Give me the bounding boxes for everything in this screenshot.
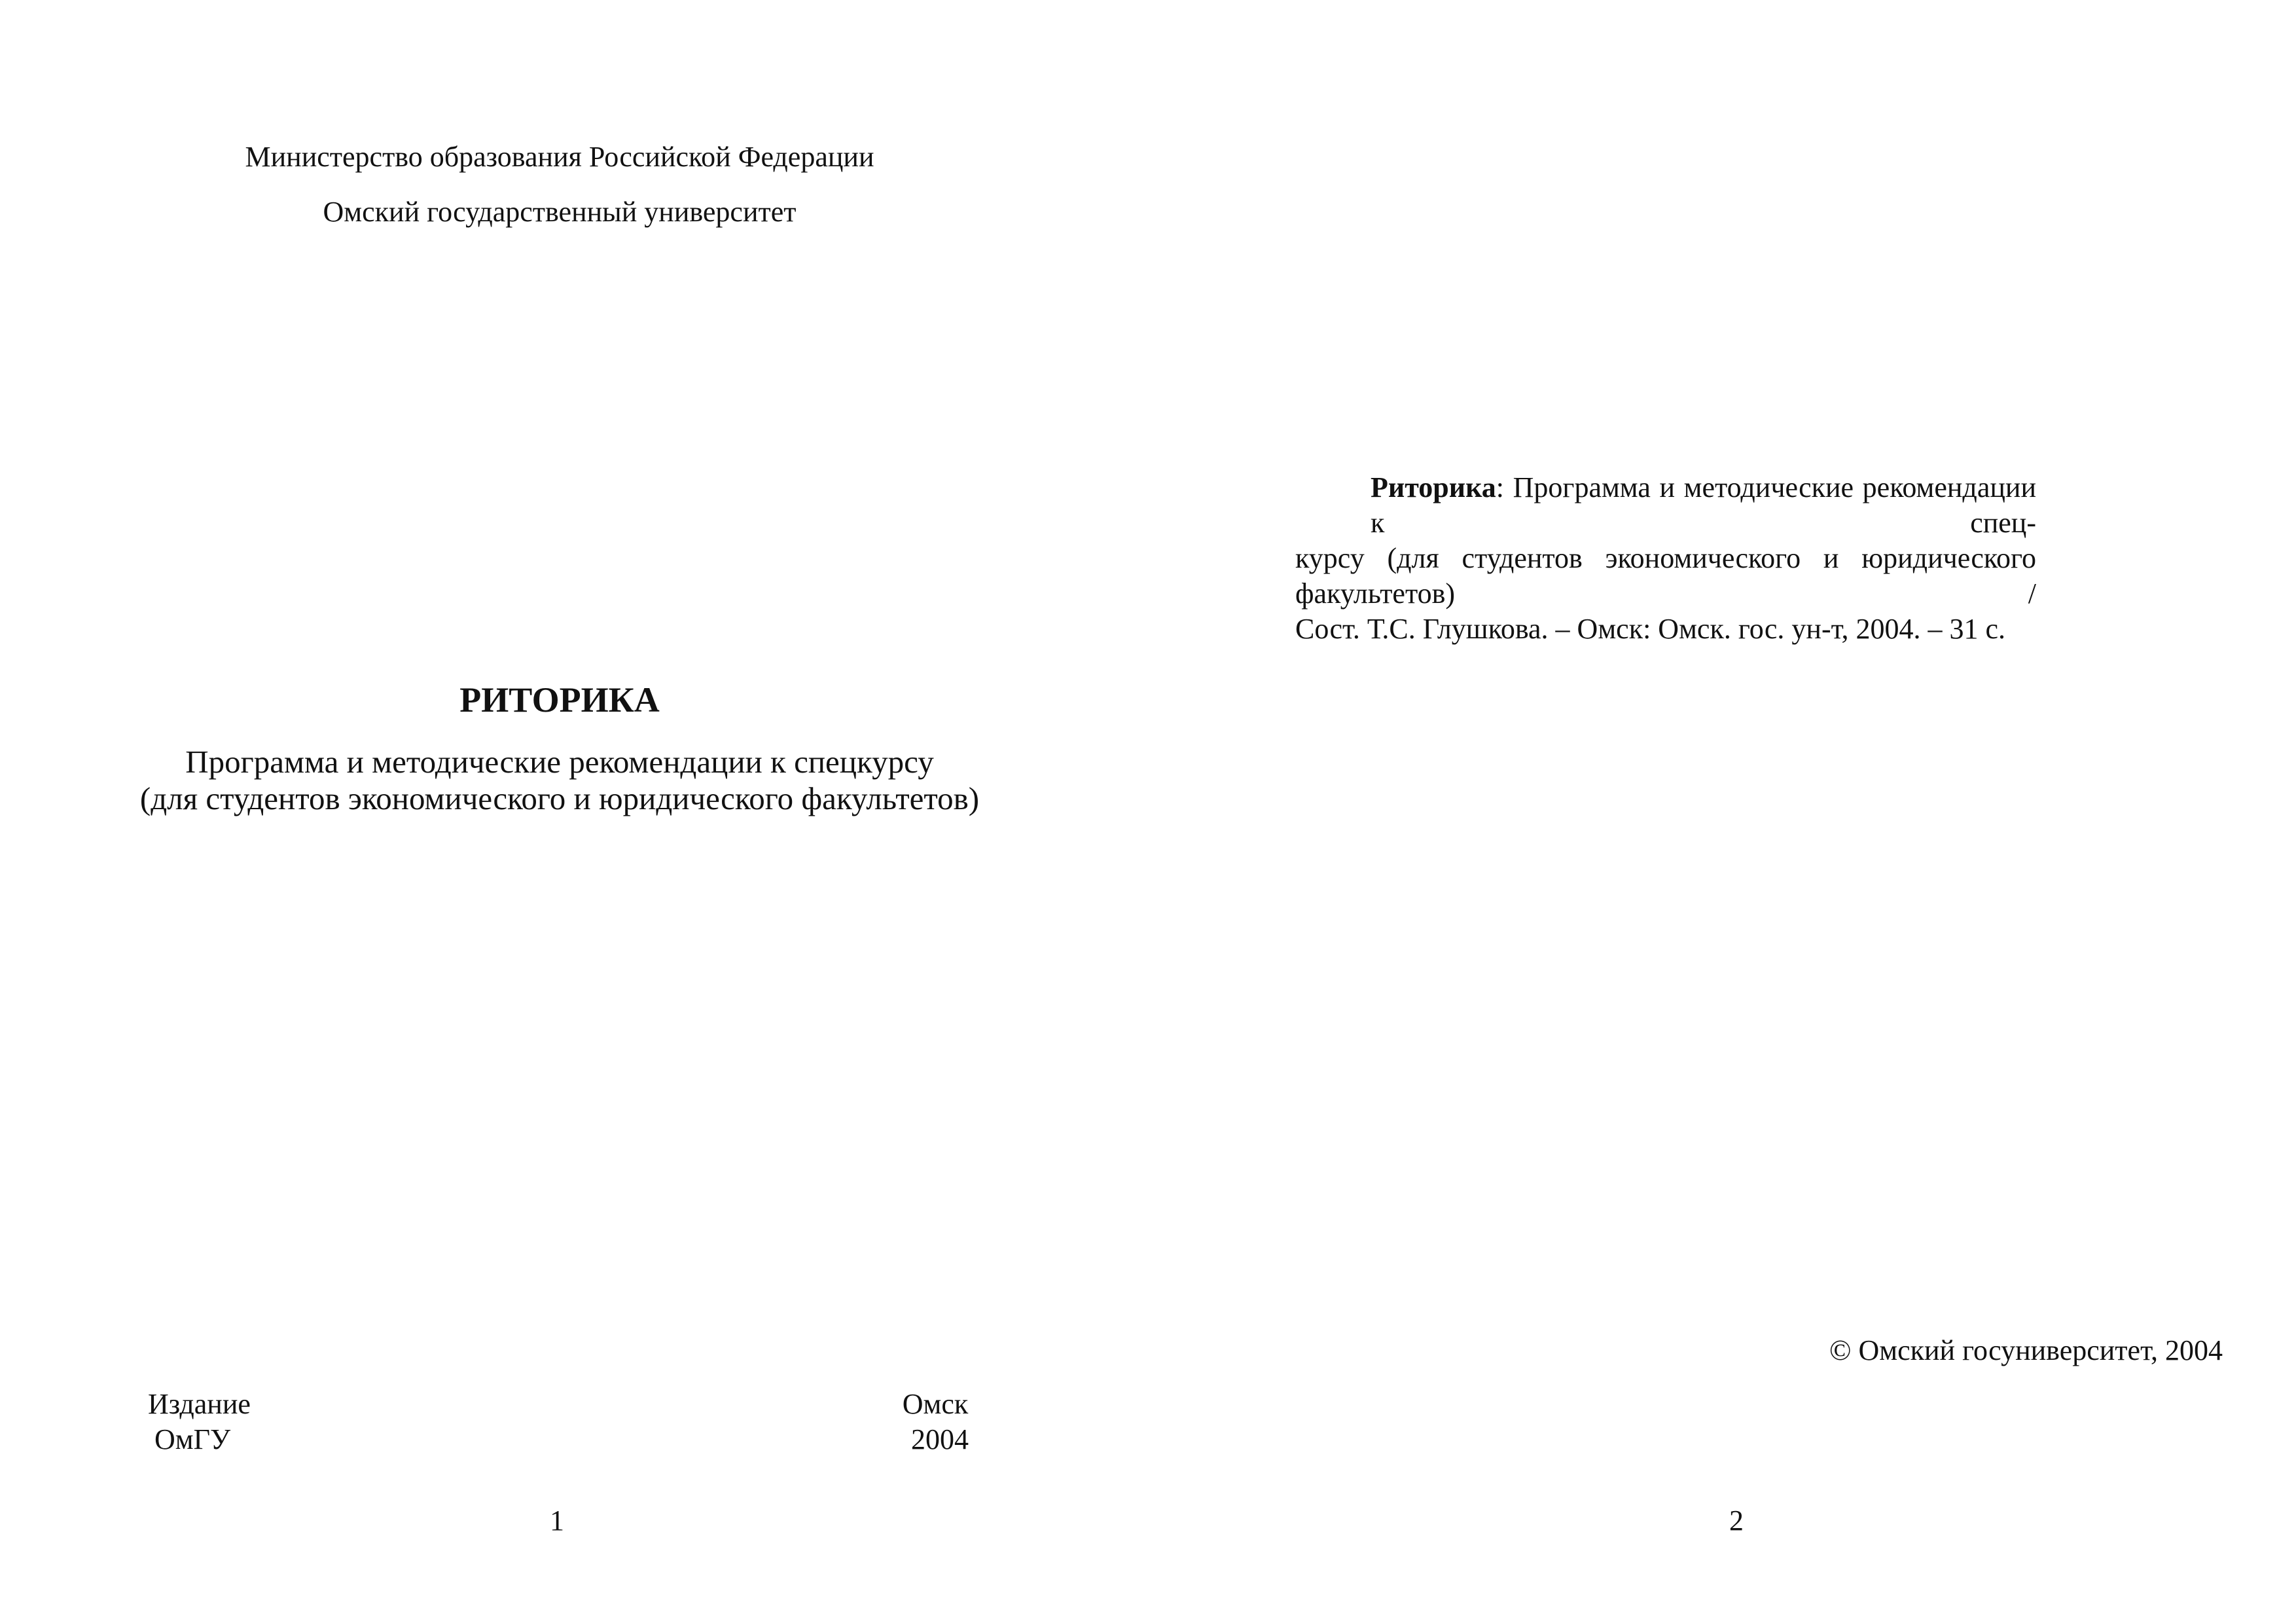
ministry-heading: Министерство образования Российской Федерации: [245, 141, 874, 173]
publisher-line-2: ОмГУ: [154, 1423, 231, 1455]
page-number-right: 2: [1729, 1504, 1744, 1537]
publisher-imprint: [148, 1387, 251, 1457]
biblio-title: Риторика: [1371, 471, 1496, 503]
document-title: РИТОРИКА: [459, 680, 660, 720]
publisher-line-1: Издание: [148, 1388, 251, 1420]
imprint-year: 2004: [911, 1423, 969, 1455]
city-year-imprint: [902, 1387, 969, 1457]
copyright-notice: © Омский госуниверситет, 2004: [1829, 1334, 2223, 1366]
document-subtitle: [65, 744, 1054, 817]
university-heading: Омский государственный университет: [323, 196, 797, 228]
bibliographic-description: [1295, 470, 2036, 647]
subtitle-line-1: Программа и методические рекомендации к спецкурсу: [185, 744, 934, 780]
biblio-line-1: [1295, 470, 2036, 541]
imprint-page: [1148, 0, 2296, 1623]
biblio-line-3: Сост. Т.С. Глушкова. – Омск: Омск. гос. ун-т, 2004. – 31 с.: [1295, 613, 2006, 645]
imprint-city: Омск: [902, 1388, 969, 1420]
page-number-left: 1: [550, 1504, 564, 1537]
subtitle-line-2: (для студентов экономического и юридического факультетов): [139, 780, 980, 816]
biblio-line-1-rest: : Программа и методические рекомендации к спец-: [1371, 471, 2036, 539]
biblio-line-2: курсу (для студентов экономического и юридического факультетов) /: [1295, 542, 2036, 610]
